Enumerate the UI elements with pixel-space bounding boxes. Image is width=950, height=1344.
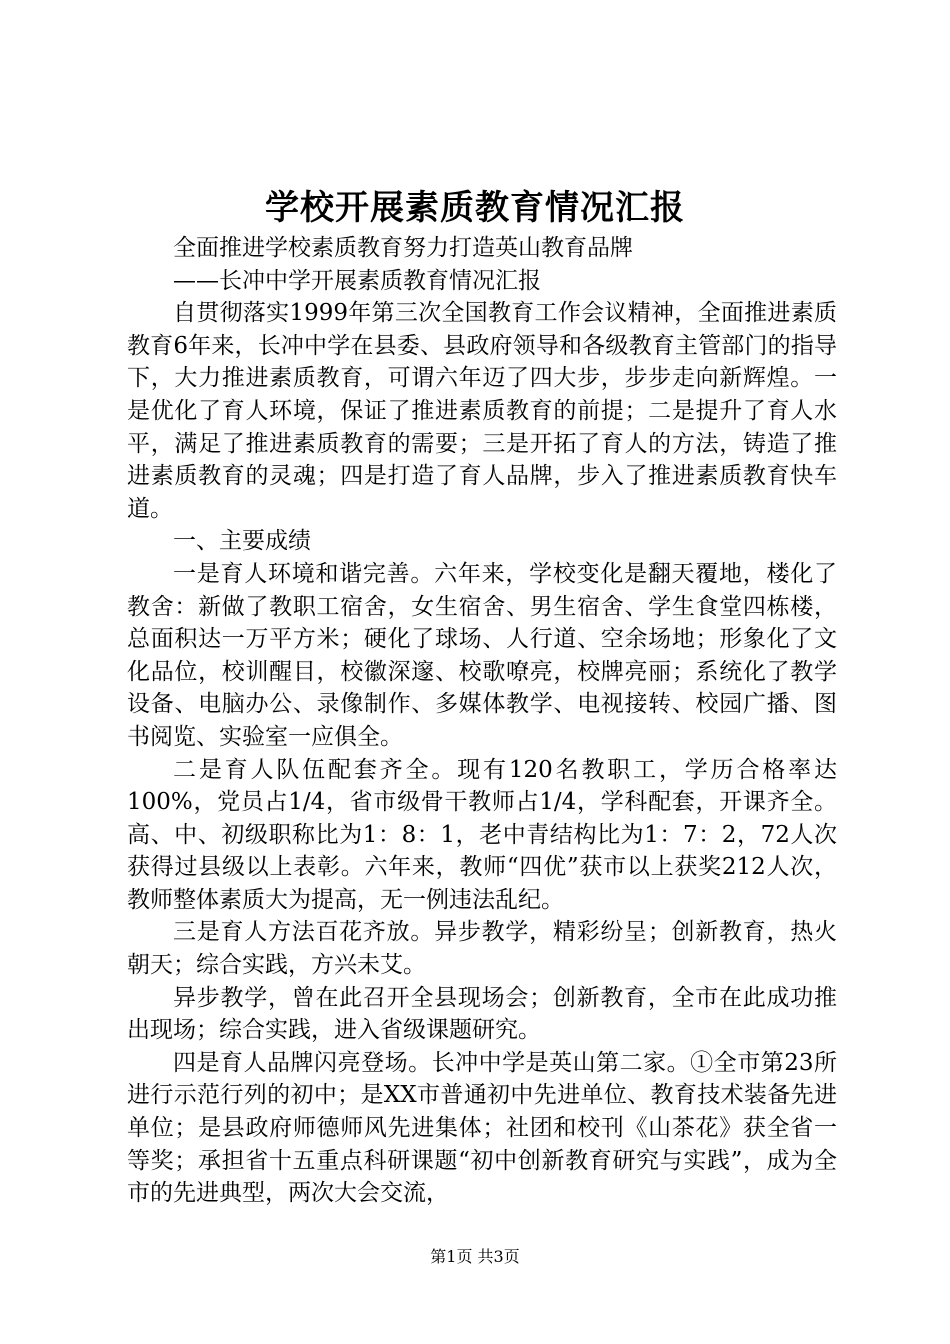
section-heading: 一、主要成绩 [173, 528, 311, 555]
paragraph-methods-detail: 异步教学，曾在此召开全县现场会；创新教育，全市在此成功推出现场；综合实践，进入省级课题研究。 [127, 984, 837, 1044]
page-footer: 第1页 共3页 [430, 1247, 520, 1266]
document-title: 学校开展素质教育情况汇报 [265, 188, 685, 228]
paragraph-environment: 一是育人环境和谐完善。六年来，学校变化是翻天覆地，楼化了教舍：新做了教职工宿舍，女生宿舍、男生宿舍、学生食堂四栋楼，总面积达一万平方米；硬化了球场、人行道、空余场地；形象化了文化品位，校训醒目，校徽深邃、校歌嘹亮，校牌亮丽；系统化了教学设备、电脑办公、录像制作、多媒体教学、电视接转、校园广播、图书阅览、实验室一应俱全。 [127, 560, 837, 750]
paragraph-staff: 二是育人队伍配套齐全。现有120名教职工，学历合格率达100%，党员占1/4，省市级骨干教师占1/4，学科配套，开课齐全。高、中、初级职称比为1：8：1，老中青结构比为1：7：2，72人次获得过县级以上表彰。六年来，教师“四优”获市以上获奖212人次，教师整体素质大为提高，无一例违法乱纪。 [127, 756, 837, 913]
paragraph-brand: 四是育人品牌闪亮登场。长冲中学是英山第二家。①全市第23所进行示范行列的初中；是XX市普通初中先进单位、教育技术装备先进单位；是县政府师德师风先进集体；社团和校刊《山茶花》获全省一等奖；承担省十五重点科研课题“初中创新教育研究与实践”，成为全市的先进典型，两次大会交流， [127, 1049, 837, 1207]
subtitle: 全面推进学校素质教育努力打造英山教育品牌 [173, 235, 633, 261]
paragraph-methods: 三是育人方法百花齐放。异步教学，精彩纷呈；创新教育，热火朝天；综合实践，方兴未艾。 [127, 919, 837, 979]
subtitle-dash: ——长冲中学开展素质教育情况汇报 [173, 267, 541, 294]
paragraph-intro: 自贯彻落实1999年第三次全国教育工作会议精神，全面推进素质教育6年来，长冲中学在县委、县政府领导和各级教育主管部门的指导下，大力推进素质教育，可谓六年迈了四大步，步步走向新辉煌。一是优化了育人环境，保证了推进素质教育的前提；二是提升了育人水平，满足了推进素质教育的需要；三是开拓了育人的方法，铸造了推进素质教育的灵魂；四是打造了育人品牌，步入了推进素质教育快车道。 [127, 300, 837, 522]
document-body [127, 232, 837, 1210]
